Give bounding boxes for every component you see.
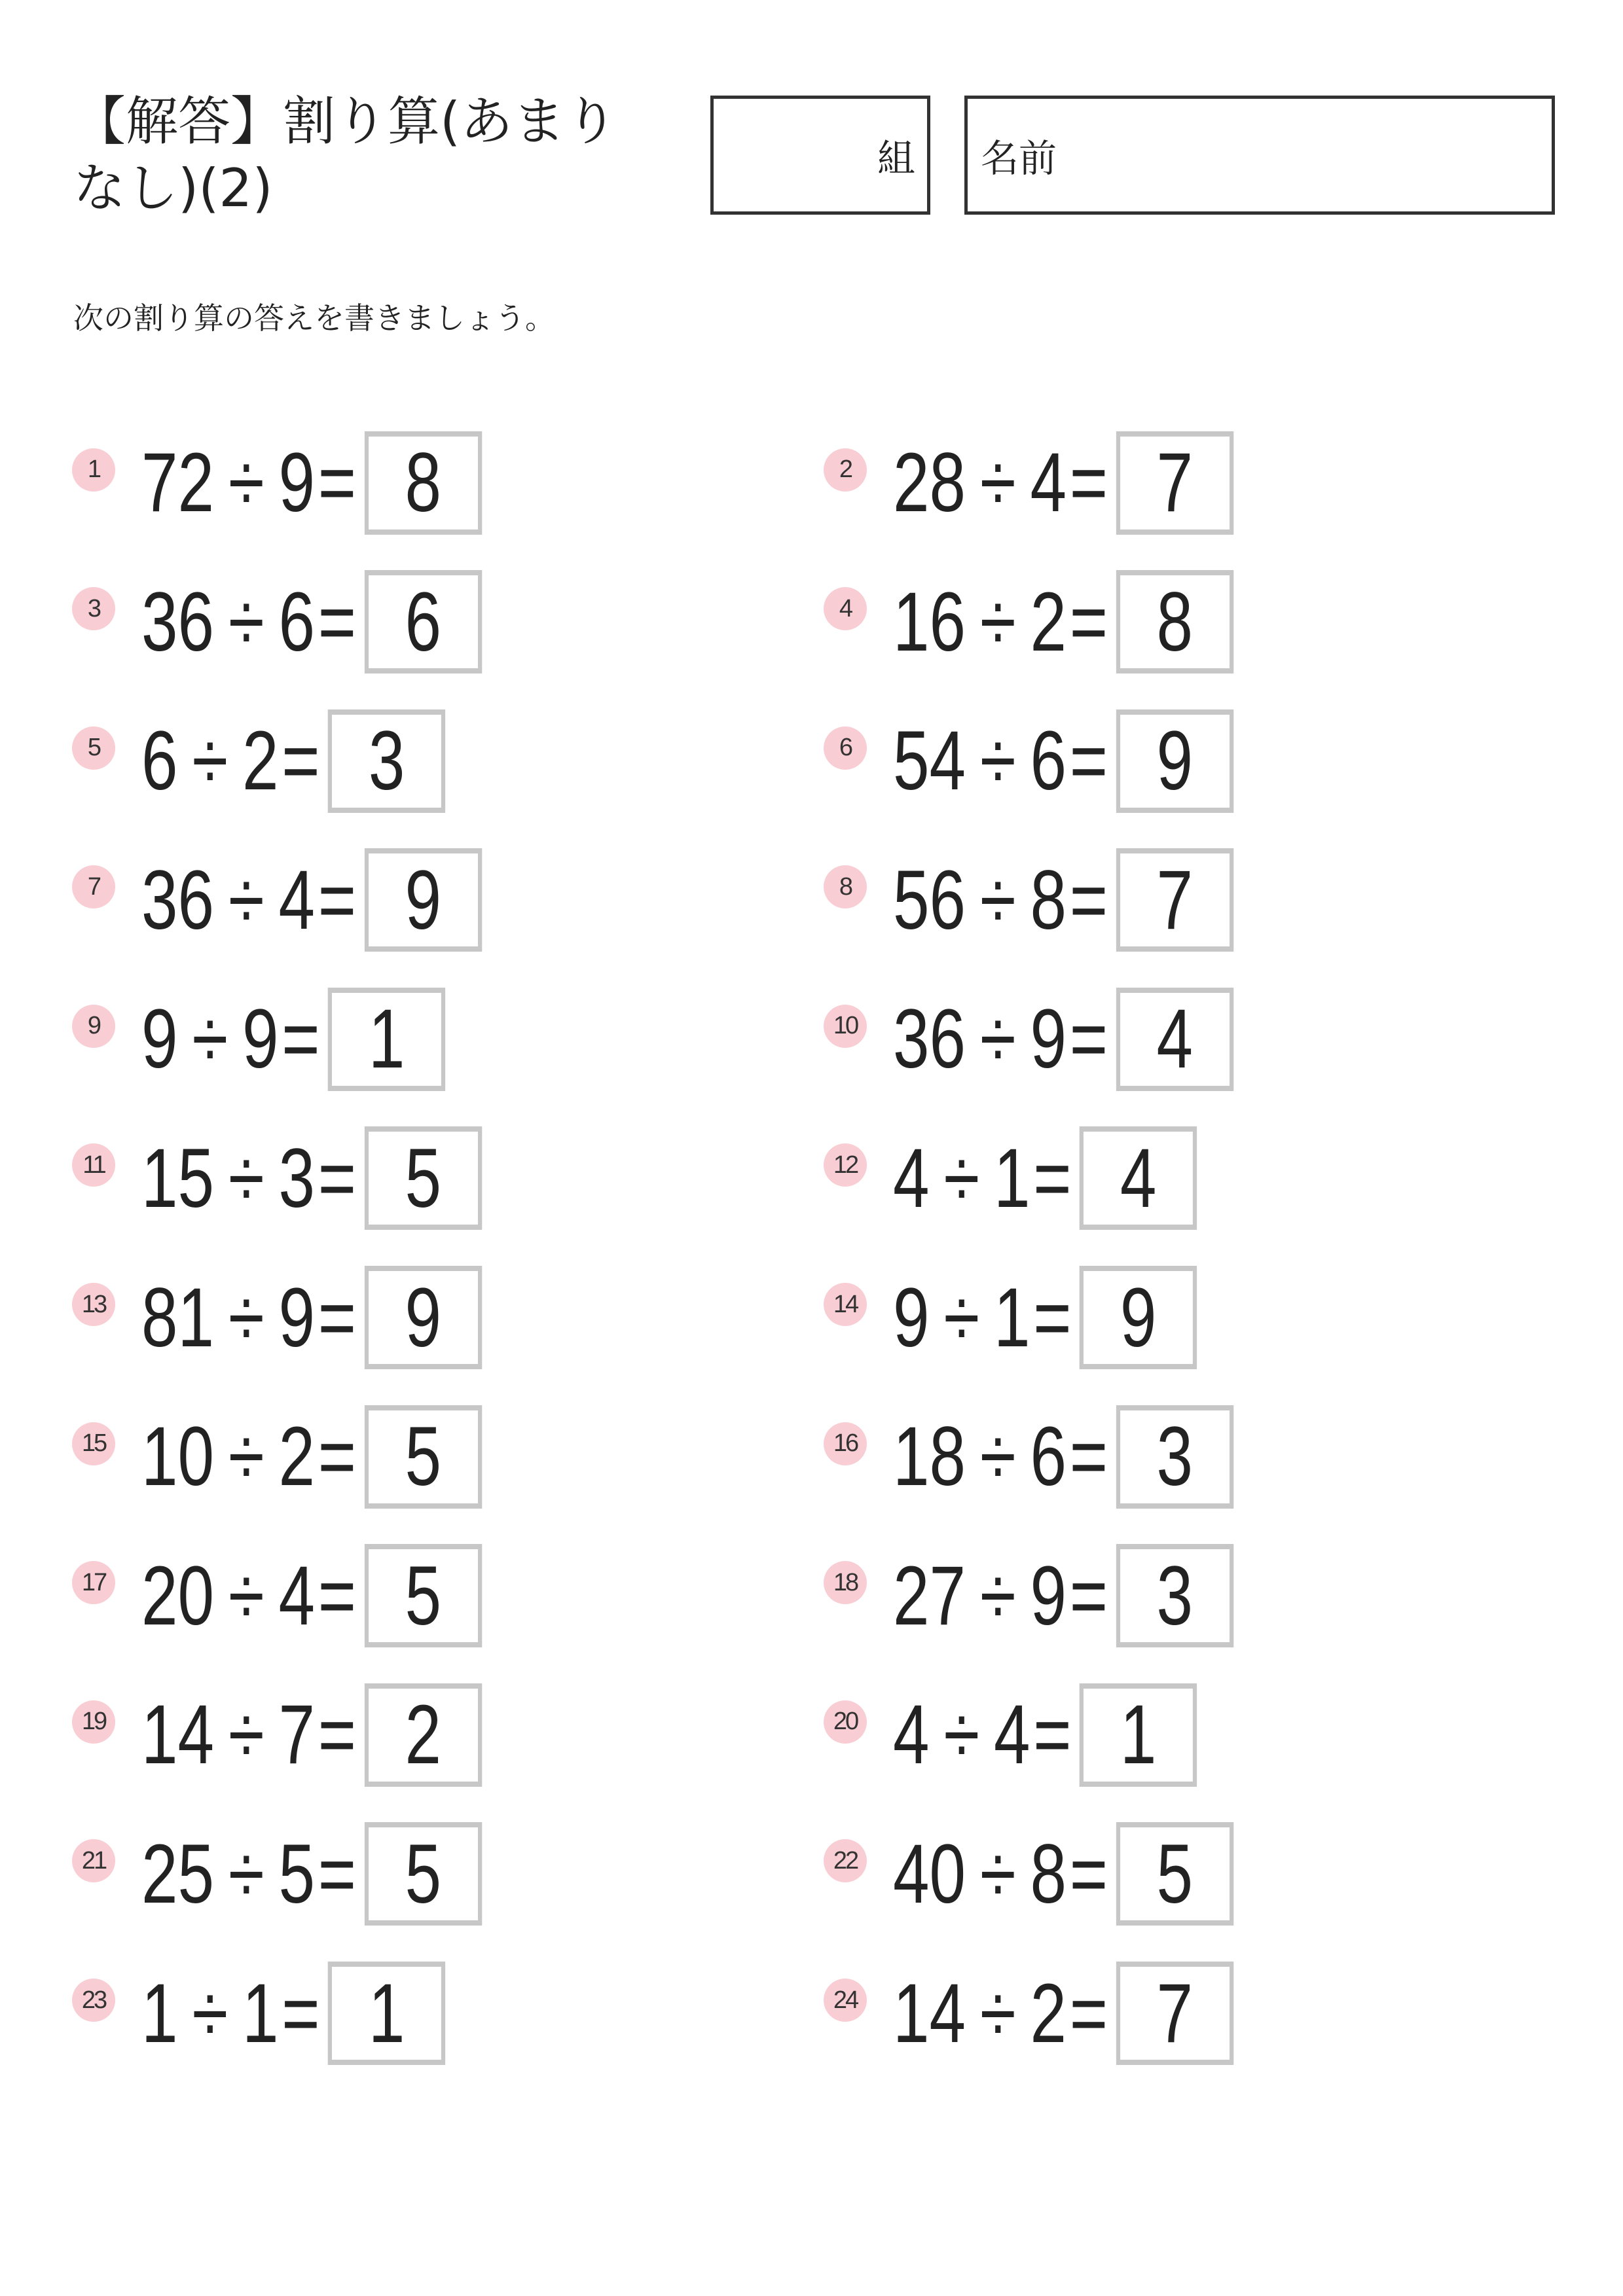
problem-number-badge: 6 xyxy=(824,726,867,770)
answer-box[interactable]: 7 xyxy=(1116,431,1233,535)
problem-number-badge: 12 xyxy=(824,1143,867,1187)
problem-expression xyxy=(141,848,482,952)
problem-row xyxy=(824,568,1330,676)
answer-box[interactable]: 3 xyxy=(1116,1544,1233,1647)
equals-sign: = xyxy=(318,1270,357,1365)
equals-sign: = xyxy=(318,575,357,669)
answer-box[interactable]: 2 xyxy=(365,1683,482,1787)
problem-number-badge: 16 xyxy=(824,1422,867,1465)
problem-number-badge: 10 xyxy=(824,1005,867,1048)
equals-sign: = xyxy=(1033,1131,1072,1225)
problem-expression xyxy=(141,709,445,813)
dividend: 28 xyxy=(893,436,966,529)
answer-box[interactable]: 9 xyxy=(1080,1266,1197,1369)
problem-expression xyxy=(141,1683,482,1787)
problem-expression xyxy=(893,1126,1197,1230)
problem-expression xyxy=(893,431,1233,535)
problem-number-badge: 18 xyxy=(824,1561,867,1604)
problem-number-badge: 5 xyxy=(72,726,115,770)
equals-sign: = xyxy=(1069,575,1108,669)
divisor: 9 xyxy=(278,1270,316,1365)
divisor: 4 xyxy=(1030,436,1067,529)
problem-expression xyxy=(893,1822,1233,1926)
dividend: 10 xyxy=(141,1410,215,1504)
division-sign: ÷ xyxy=(979,1827,1016,1921)
problem-expression xyxy=(893,1266,1197,1369)
equals-sign: = xyxy=(1069,1549,1108,1643)
divisor: 8 xyxy=(1030,1827,1067,1921)
dividend: 81 xyxy=(141,1270,215,1365)
answer-box[interactable]: 9 xyxy=(365,1266,482,1369)
division-sign: ÷ xyxy=(192,992,228,1086)
problem-number-badge: 14 xyxy=(824,1283,867,1326)
dividend: 18 xyxy=(893,1410,966,1504)
problem-row xyxy=(824,1264,1330,1372)
equals-sign: = xyxy=(1069,714,1108,808)
division-sign: ÷ xyxy=(228,853,264,947)
problem-number-badge: 20 xyxy=(824,1700,867,1744)
divisor: 2 xyxy=(278,1410,316,1504)
answer-box[interactable]: 7 xyxy=(1116,1962,1233,2065)
dividend: 40 xyxy=(893,1827,966,1921)
division-sign: ÷ xyxy=(228,1688,264,1782)
problem-row xyxy=(824,1124,1330,1232)
division-sign: ÷ xyxy=(979,853,1016,947)
division-sign: ÷ xyxy=(228,575,264,669)
dividend: 14 xyxy=(141,1688,215,1782)
division-sign: ÷ xyxy=(228,1131,264,1225)
problem-expression xyxy=(893,1683,1197,1787)
problem-row xyxy=(72,1681,578,1789)
class-label: 組 xyxy=(877,136,915,181)
division-sign: ÷ xyxy=(979,714,1016,808)
page-title: 【解答】割り算(あまりなし)(2) xyxy=(73,91,618,219)
problem-row xyxy=(72,568,578,676)
problem-row xyxy=(824,1820,1330,1928)
division-sign: ÷ xyxy=(979,436,1016,529)
dividend: 16 xyxy=(893,575,966,669)
problem-expression xyxy=(141,988,445,1091)
problem-expression xyxy=(893,709,1233,813)
problem-row xyxy=(72,1960,578,2068)
equals-sign: = xyxy=(318,1410,357,1504)
divisor: 9 xyxy=(1030,992,1067,1086)
divisor: 6 xyxy=(1030,1410,1067,1504)
division-sign: ÷ xyxy=(979,1410,1016,1504)
equals-sign: = xyxy=(1033,1270,1072,1365)
divisor: 9 xyxy=(242,992,279,1086)
problem-number-badge: 8 xyxy=(824,865,867,908)
problem-row xyxy=(72,985,578,1093)
dividend: 36 xyxy=(893,992,966,1086)
problem-expression xyxy=(893,848,1233,952)
equals-sign: = xyxy=(1069,1966,1108,2060)
name-field[interactable] xyxy=(964,96,1555,215)
answer-box[interactable]: 9 xyxy=(365,848,482,952)
problem-row xyxy=(824,985,1330,1093)
division-sign: ÷ xyxy=(943,1131,980,1225)
dividend: 6 xyxy=(141,714,178,808)
problem-expression xyxy=(141,1266,482,1369)
problem-row xyxy=(72,707,578,815)
divisor: 5 xyxy=(278,1827,316,1921)
problem-row xyxy=(824,846,1330,954)
problem-number-badge: 23 xyxy=(72,1979,115,2022)
division-sign: ÷ xyxy=(228,1270,264,1365)
dividend: 9 xyxy=(893,1270,930,1365)
divisor: 1 xyxy=(994,1131,1030,1225)
problem-row xyxy=(72,846,578,954)
answer-box[interactable]: 4 xyxy=(1116,988,1233,1091)
divisor: 4 xyxy=(994,1688,1030,1782)
equals-sign: = xyxy=(1069,853,1108,947)
answer-box[interactable]: 8 xyxy=(365,431,482,535)
answer-box[interactable]: 5 xyxy=(365,1126,482,1230)
answer-box[interactable]: 3 xyxy=(1116,1405,1233,1509)
dividend: 27 xyxy=(893,1549,966,1643)
equals-sign: = xyxy=(318,853,357,947)
equals-sign: = xyxy=(1069,992,1108,1086)
divisor: 2 xyxy=(242,714,279,808)
divisor: 3 xyxy=(278,1131,316,1225)
dividend: 54 xyxy=(893,714,966,808)
equals-sign: = xyxy=(318,1827,357,1921)
answer-box[interactable]: 5 xyxy=(365,1544,482,1647)
dividend: 36 xyxy=(141,853,215,947)
problem-expression xyxy=(141,1405,482,1509)
dividend: 4 xyxy=(893,1688,930,1782)
division-sign: ÷ xyxy=(979,575,1016,669)
problem-expression xyxy=(141,431,482,535)
dividend: 1 xyxy=(141,1966,178,2060)
division-sign: ÷ xyxy=(228,436,264,529)
answer-box[interactable]: 4 xyxy=(1080,1126,1197,1230)
division-sign: ÷ xyxy=(228,1410,264,1504)
division-sign: ÷ xyxy=(943,1270,980,1365)
problem-number-badge: 4 xyxy=(824,587,867,630)
problem-expression xyxy=(141,1962,445,2065)
problem-expression xyxy=(893,1544,1233,1647)
equals-sign: = xyxy=(318,1688,357,1782)
dividend: 14 xyxy=(893,1966,966,2060)
problem-number-badge: 15 xyxy=(72,1422,115,1465)
problem-row xyxy=(824,1960,1330,2068)
equals-sign: = xyxy=(282,992,320,1086)
problem-number-badge: 7 xyxy=(72,865,115,908)
division-sign: ÷ xyxy=(228,1827,264,1921)
division-sign: ÷ xyxy=(979,1966,1016,2060)
answer-box[interactable]: 5 xyxy=(365,1822,482,1926)
division-sign: ÷ xyxy=(192,714,228,808)
divisor: 2 xyxy=(1030,1966,1067,2060)
division-sign: ÷ xyxy=(943,1688,980,1782)
problem-row xyxy=(72,1403,578,1511)
problem-row xyxy=(72,1542,578,1650)
problem-row xyxy=(824,1542,1330,1650)
problem-column-right xyxy=(824,429,1330,2098)
dividend: 15 xyxy=(141,1131,215,1225)
problem-row xyxy=(72,429,578,537)
dividend: 25 xyxy=(141,1827,215,1921)
answer-box[interactable]: 5 xyxy=(1116,1822,1233,1926)
dividend: 56 xyxy=(893,853,966,947)
problem-number-badge: 21 xyxy=(72,1839,115,1882)
divisor: 6 xyxy=(278,575,316,669)
problem-expression xyxy=(893,570,1233,673)
equals-sign: = xyxy=(318,1131,357,1225)
dividend: 4 xyxy=(893,1131,930,1225)
answer-box[interactable]: 6 xyxy=(365,570,482,673)
problem-row xyxy=(72,1124,578,1232)
name-label: 名前 xyxy=(981,136,1057,181)
problem-number-badge: 19 xyxy=(72,1700,115,1744)
answer-box[interactable]: 7 xyxy=(1116,848,1233,952)
instruction-text: 次の割り算の答えを書きましょう。 xyxy=(73,300,555,336)
divisor: 9 xyxy=(1030,1549,1067,1643)
problem-expression xyxy=(141,1126,482,1230)
equals-sign: = xyxy=(318,1549,357,1643)
problem-number-badge: 11 xyxy=(72,1143,115,1187)
equals-sign: = xyxy=(1069,1827,1108,1921)
divisor: 1 xyxy=(242,1966,279,2060)
dividend: 20 xyxy=(141,1549,215,1643)
equals-sign: = xyxy=(282,714,320,808)
divisor: 4 xyxy=(278,853,316,947)
dividend: 72 xyxy=(141,436,215,529)
dividend: 9 xyxy=(141,992,178,1086)
problem-row xyxy=(824,429,1330,537)
divisor: 7 xyxy=(278,1688,316,1782)
answer-box[interactable]: 1 xyxy=(1080,1683,1197,1787)
equals-sign: = xyxy=(282,1966,320,2060)
problem-expression xyxy=(893,1962,1233,2065)
answer-box[interactable]: 3 xyxy=(328,709,445,813)
answer-box[interactable]: 1 xyxy=(328,988,445,1091)
divisor: 4 xyxy=(278,1549,316,1643)
answer-box[interactable]: 9 xyxy=(1116,709,1233,813)
answer-box[interactable]: 1 xyxy=(328,1962,445,2065)
problem-number-badge: 3 xyxy=(72,587,115,630)
problem-row xyxy=(824,1681,1330,1789)
problem-row xyxy=(72,1264,578,1372)
divisor: 9 xyxy=(278,436,316,529)
divisor: 8 xyxy=(1030,853,1067,947)
divisor: 1 xyxy=(994,1270,1030,1365)
problem-number-badge: 2 xyxy=(824,448,867,492)
equals-sign: = xyxy=(318,436,357,529)
problem-expression xyxy=(141,570,482,673)
divisor: 2 xyxy=(1030,575,1067,669)
division-sign: ÷ xyxy=(228,1549,264,1643)
problem-number-badge: 9 xyxy=(72,1005,115,1048)
division-sign: ÷ xyxy=(192,1966,228,2060)
problem-row xyxy=(72,1820,578,1928)
class-field[interactable] xyxy=(710,96,930,215)
problem-expression xyxy=(893,1405,1233,1509)
equals-sign: = xyxy=(1069,1410,1108,1504)
problem-expression xyxy=(141,1822,482,1926)
problem-number-badge: 1 xyxy=(72,448,115,492)
problem-number-badge: 24 xyxy=(824,1979,867,2022)
problem-number-badge: 22 xyxy=(824,1839,867,1882)
answer-box[interactable]: 8 xyxy=(1116,570,1233,673)
division-sign: ÷ xyxy=(979,992,1016,1086)
problem-row xyxy=(824,1403,1330,1511)
problem-expression xyxy=(141,1544,482,1647)
problem-number-badge: 17 xyxy=(72,1561,115,1604)
problem-row xyxy=(824,707,1330,815)
answer-box[interactable]: 5 xyxy=(365,1405,482,1509)
equals-sign: = xyxy=(1069,436,1108,529)
problem-column-left xyxy=(72,429,578,2098)
division-sign: ÷ xyxy=(979,1549,1016,1643)
dividend: 36 xyxy=(141,575,215,669)
divisor: 6 xyxy=(1030,714,1067,808)
problem-number-badge: 13 xyxy=(72,1283,115,1326)
problem-expression xyxy=(893,988,1233,1091)
equals-sign: = xyxy=(1033,1688,1072,1782)
